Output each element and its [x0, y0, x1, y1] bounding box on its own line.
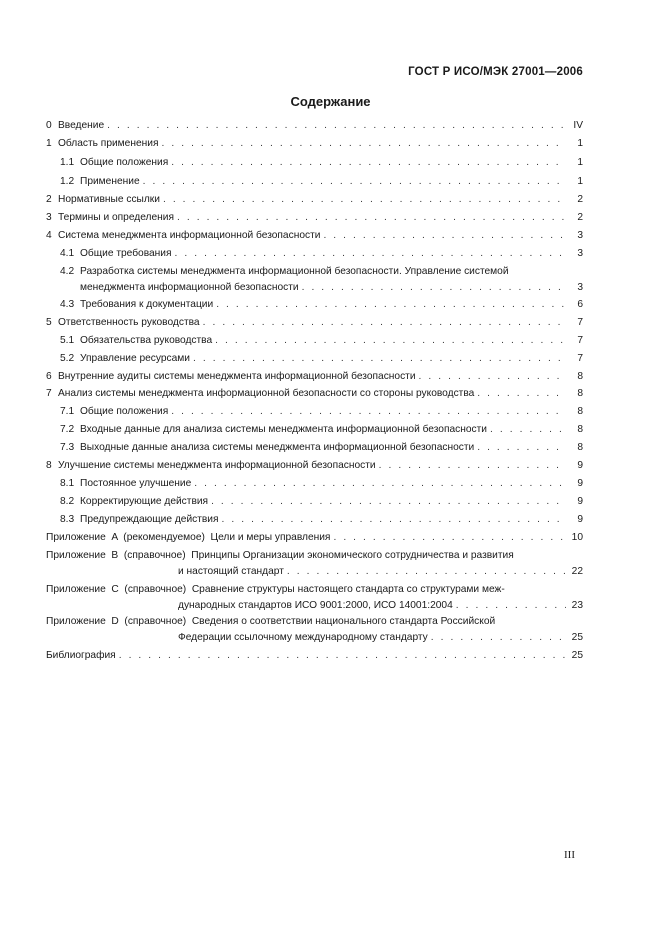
toc-entry-page: 1: [577, 176, 583, 187]
toc-entry[interactable]: [46, 406, 583, 417]
annex-entry-title: Библиография: [46, 650, 116, 661]
annex-entry-page: 25: [571, 632, 583, 643]
toc-leader-dots: [379, 460, 566, 471]
toc-leader-dots: [171, 157, 566, 168]
toc-entry-number: 4.1: [60, 248, 75, 259]
toc-entry-title: Разработка системы менеджмента информационной безопасности. Управление системой: [80, 266, 509, 277]
toc-entry-number: 6: [46, 371, 52, 382]
toc-leader-dots: [107, 120, 566, 131]
toc-entry-title: Нормативные ссылки: [58, 194, 160, 205]
toc-entry-number: 5: [46, 317, 52, 328]
toc-leader-dots: [323, 230, 566, 241]
toc-entry-number: 1.1: [60, 157, 75, 168]
toc-entry-title: Внутренние аудиты системы менеджмента информационной безопасности: [58, 371, 416, 382]
toc-entry-title: Улучшение системы менеджмента информационной безопасности: [58, 460, 376, 471]
toc-entry[interactable]: [46, 266, 583, 293]
toc-leader-dots: [203, 317, 566, 328]
toc-entry-title: Постоянное улучшение: [80, 478, 192, 489]
annex-entry[interactable]: [46, 550, 583, 577]
toc-entry-title: Обязательства руководства: [80, 335, 213, 346]
toc-entry-title: Общие положения: [80, 406, 169, 417]
toc-entry-page: 6: [577, 299, 583, 310]
annex-entry-page: 23: [571, 600, 583, 611]
toc-entry-title: Система менеджмента информационной безопасности: [58, 230, 321, 241]
toc-entry-title: Предупреждающие действия: [80, 514, 219, 525]
annex-entry[interactable]: [46, 616, 583, 643]
toc-entry[interactable]: [46, 299, 583, 310]
toc-entry[interactable]: [46, 371, 583, 382]
toc-leader-dots: [143, 176, 566, 187]
toc-entry-number: 4.2: [60, 266, 75, 277]
toc-leader-dots: [302, 282, 566, 293]
toc-leader-dots: [216, 299, 566, 310]
toc-leader-dots: [177, 212, 566, 223]
toc-entry-page: 8: [577, 442, 583, 453]
toc-entry-page: 9: [577, 460, 583, 471]
toc-entry-page: 3: [577, 282, 583, 293]
toc-entry-page: 8: [577, 424, 583, 435]
annex-entry-title-continued: дународных стандартов ИСО 9001:2000, ИСО 14001:2004: [178, 600, 453, 611]
annex-entry-title: Приложение B (справочное) Принципы Организации экономического сотрудничества и развития: [46, 550, 514, 561]
toc-entry-number: 4: [46, 230, 52, 241]
toc-entry-page: 1: [577, 138, 583, 149]
toc-entry-number: 4.3: [60, 299, 75, 310]
toc-entry-title: Применение: [80, 176, 140, 187]
toc-leader-dots: [193, 353, 566, 364]
toc-entry-number: 7.3: [60, 442, 75, 453]
toc-leader-dots: [431, 632, 566, 643]
toc-entry-title: Введение: [58, 120, 105, 131]
toc-leader-dots: [477, 442, 566, 453]
toc-entry-number: 7.2: [60, 424, 75, 435]
toc-entry[interactable]: [46, 248, 583, 259]
toc-entry-page: 9: [577, 514, 583, 525]
annex-entry[interactable]: [46, 532, 583, 543]
toc-entry-number: 8.2: [60, 496, 75, 507]
annex-entry[interactable]: [46, 584, 583, 611]
annex-entry[interactable]: [46, 650, 583, 661]
toc-entry-page: 9: [577, 496, 583, 507]
toc-entry[interactable]: [46, 194, 583, 205]
toc-entry-number: 1: [46, 138, 52, 149]
toc-entry-number: 0: [46, 120, 52, 131]
toc-entry[interactable]: [46, 138, 583, 149]
toc-entry-title: Ответственность руководства: [58, 317, 200, 328]
annex-entry-title-continued: и настоящий стандарт: [178, 566, 284, 577]
toc-entry-page: 8: [577, 371, 583, 382]
toc-entry-title: Общие требования: [80, 248, 172, 259]
annex-entry-title-continued: Федерации ссылочному международному стандарту: [178, 632, 428, 643]
toc-entry-number: 8: [46, 460, 52, 471]
annex-entry-title: Приложение A (рекомендуемое) Цели и меры управления: [46, 532, 331, 543]
page-title: Содержание: [290, 94, 371, 109]
toc-entry-title: Общие положения: [80, 157, 169, 168]
annex-entry-page: 22: [571, 566, 583, 577]
toc-leader-dots: [211, 496, 566, 507]
annex-entry-page: 10: [571, 532, 583, 543]
toc-leader-dots: [194, 478, 566, 489]
toc-entry-page: 3: [577, 230, 583, 241]
toc-entry-page: 7: [577, 317, 583, 328]
annex-entry-title: Приложение D (справочное) Сведения о соответствии национального стандарта Российской: [46, 616, 496, 627]
toc-entry[interactable]: [46, 317, 583, 328]
toc-entry-title: Выходные данные анализа системы менеджмента информационной безопасности: [80, 442, 475, 453]
document-header-code: ГОСТ Р ИСО/МЭК 27001—2006: [408, 66, 583, 78]
toc-entry-number: 7: [46, 388, 52, 399]
toc-entry-number: 5.2: [60, 353, 75, 364]
toc-entry[interactable]: [46, 120, 583, 131]
toc-entry[interactable]: [46, 212, 583, 223]
toc-entry[interactable]: [46, 478, 583, 489]
toc-entry[interactable]: [46, 424, 583, 435]
toc-entry[interactable]: [46, 442, 583, 453]
toc-entry-number: 7.1: [60, 406, 75, 417]
toc-leader-dots: [456, 600, 566, 611]
toc-entry[interactable]: [46, 353, 583, 364]
toc-leader-dots: [490, 424, 566, 435]
toc-entry-page: IV: [573, 120, 583, 131]
toc-entry[interactable]: [46, 388, 583, 399]
toc-entry[interactable]: [46, 496, 583, 507]
toc-leader-dots: [119, 650, 566, 661]
toc-entry-title: Термины и определения: [58, 212, 174, 223]
toc-entry-page: 8: [577, 406, 583, 417]
toc-leader-dots: [171, 406, 566, 417]
toc-leader-dots: [477, 388, 566, 399]
toc-entry[interactable]: [46, 230, 583, 241]
toc-entry[interactable]: [46, 335, 583, 346]
toc-entry[interactable]: [46, 460, 583, 471]
toc-entry-number: 1.2: [60, 176, 75, 187]
toc-entry-title: Корректирующие действия: [80, 496, 209, 507]
toc-entry-page: 2: [577, 212, 583, 223]
toc-entry[interactable]: [46, 176, 583, 187]
toc-entry-page: 7: [577, 335, 583, 346]
toc-entry-number: 2: [46, 194, 52, 205]
toc-leader-dots: [419, 371, 566, 382]
annex-entry-page: 25: [571, 650, 583, 661]
toc-entry[interactable]: [46, 514, 583, 525]
toc-entry-number: 3: [46, 212, 52, 223]
toc-entry-page: 7: [577, 353, 583, 364]
toc-entry-page: 8: [577, 388, 583, 399]
page-number: III: [564, 849, 575, 861]
toc-entry-title: Управление ресурсами: [80, 353, 190, 364]
toc-entry-title-continued: менеджмента информационной безопасности: [80, 282, 299, 293]
toc-leader-dots: [287, 566, 566, 577]
toc-entry[interactable]: [46, 157, 583, 168]
toc-entry-title: Входные данные для анализа системы менеджмента информационной безопасности: [80, 424, 487, 435]
toc-entry-page: 9: [577, 478, 583, 489]
toc-leader-dots: [161, 138, 566, 149]
toc-entry-number: 8.3: [60, 514, 75, 525]
toc-entry-number: 8.1: [60, 478, 75, 489]
toc-entry-title: Область применения: [58, 138, 159, 149]
toc-leader-dots: [215, 335, 566, 346]
toc-entry-page: 1: [577, 157, 583, 168]
toc-leader-dots: [163, 194, 566, 205]
annex-entry-title: Приложение C (справочное) Сравнение структуры настоящего стандарта со структурами меж-: [46, 584, 505, 595]
toc-entry-title: Требования к документации: [80, 299, 214, 310]
toc-entry-page: 3: [577, 248, 583, 259]
toc-entry-title: Анализ системы менеджмента информационной безопасности со стороны руководства: [58, 388, 475, 399]
toc-leader-dots: [175, 248, 566, 259]
toc-entry-page: 2: [577, 194, 583, 205]
toc-leader-dots: [222, 514, 566, 525]
toc-entry-number: 5.1: [60, 335, 75, 346]
toc-leader-dots: [333, 532, 566, 543]
